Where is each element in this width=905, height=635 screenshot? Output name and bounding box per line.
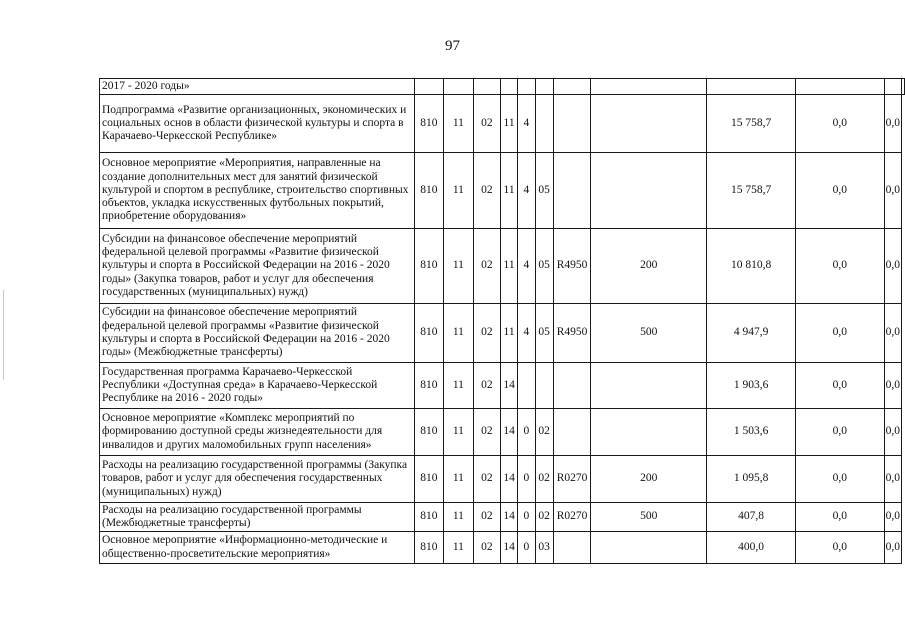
subprogram-code-cell: 4 [518,153,536,229]
budget-table [99,78,905,564]
table-cell [902,79,905,95]
subsection-code-cell: 02 [473,532,501,564]
sum-2018-cell: 4 947,9 [707,304,796,363]
ministry-code-cell: 810 [414,409,444,456]
sum-2020-cell [884,79,901,95]
measure-code-cell: 02 [535,409,553,456]
row-name-cell: Основное мероприятие «Мероприятия, направленные на создание дополнительных мест для занятий физической культурой и спортом в республике, строительство спортивных объектов, укладка искусственных футбольных покрытий, приобретение оборудования» [100,153,415,229]
subprogram-code-cell: 0 [518,409,536,456]
sum-2019-cell: 0,0 [796,153,885,229]
measure-code-cell: 02 [535,456,553,503]
direction-code-cell [553,79,591,95]
program-code-cell: 14 [501,363,518,409]
table-row [100,409,905,456]
measure-code-cell: 05 [535,153,553,229]
subsection-code-cell: 02 [473,363,501,409]
direction-code-cell [553,532,591,564]
table-row [100,95,905,153]
sum-2019-cell: 0,0 [796,229,885,304]
subprogram-code-cell: 0 [518,456,536,503]
program-code-cell: 11 [501,153,518,229]
program-code-cell: 14 [501,409,518,456]
measure-code-cell: 02 [535,503,553,532]
row-name-cell: Субсидии на финансовое обеспечение мероприятий федеральной целевой программы «Развитие физической культуры и спорта в Российской Федерации на 2016 - 2020 годы» (Закупка товаров, работ и услуг для обеспечения государственных (муниципальных) нужд) [100,229,415,304]
sum-2020-cell: 0,0 [884,456,901,503]
expense-type-cell: 500 [591,304,707,363]
expense-type-cell [591,532,707,564]
sum-2018-cell: 407,8 [707,503,796,532]
subprogram-code-cell: 4 [518,95,536,153]
section-code-cell: 11 [444,532,473,564]
sum-2019-cell: 0,0 [796,503,885,532]
subsection-code-cell: 02 [473,503,501,532]
row-name-cell: Подпрограмма «Развитие организационных, экономических и социальных основ в области физической культуры и спорта в Карачаево-Черкесской Республике» [100,95,415,153]
ministry-code-cell: 810 [414,532,444,564]
sum-2019-cell: 0,0 [796,363,885,409]
sum-2018-cell [707,79,796,95]
sum-2018-cell: 1 903,6 [707,363,796,409]
program-code-cell: 11 [501,95,518,153]
program-code-cell [501,79,518,95]
program-code-cell: 14 [501,532,518,564]
direction-code-cell: R0270 [553,456,591,503]
ministry-code-cell: 810 [414,456,444,503]
row-name-cell: Расходы на реализацию государственной программы (Межбюджетные трансферты) [100,503,415,532]
ministry-code-cell: 810 [414,95,444,153]
sum-2019-cell: 0,0 [796,409,885,456]
subprogram-code-cell [518,79,536,95]
direction-code-cell: R4950 [553,304,591,363]
measure-code-cell [535,79,553,95]
table-row [100,363,905,409]
expense-type-cell [591,153,707,229]
measure-code-cell: 03 [535,532,553,564]
subprogram-code-cell: 0 [518,503,536,532]
section-code-cell [444,79,473,95]
sum-2019-cell: 0,0 [796,95,885,153]
row-name-cell: 2017 - 2020 годы» [100,79,415,95]
sum-2018-cell: 1 095,8 [707,456,796,503]
table-row [100,153,905,229]
expense-type-cell [591,95,707,153]
subprogram-code-cell: 4 [518,229,536,304]
sum-2020-cell: 0,0 [884,229,901,304]
row-name-cell: Расходы на реализацию государственной программы (Закупка товаров, работ и услуг для обеспечения государственных (муниципальных) нужд) [100,456,415,503]
measure-code-cell: 05 [535,304,553,363]
measure-code-cell [535,95,553,153]
page-number: 97 [445,38,460,54]
ministry-code-cell: 810 [414,153,444,229]
ministry-code-cell: 810 [414,503,444,532]
program-code-cell: 14 [501,503,518,532]
sum-2019-cell: 0,0 [796,456,885,503]
expense-type-cell: 200 [591,229,707,304]
section-code-cell: 11 [444,229,473,304]
sum-2020-cell: 0,0 [884,503,901,532]
sum-2019-cell: 0,0 [796,304,885,363]
sum-2020-cell: 0,0 [884,409,901,456]
row-name-cell: Основное мероприятие «Комплекс мероприятий по формированию доступной среды жизнедеятельности для инвалидов и других маломобильных групп населения» [100,409,415,456]
subsection-code-cell: 02 [473,409,501,456]
table-row [100,304,905,363]
section-code-cell: 11 [444,304,473,363]
sum-2020-cell: 0,0 [884,153,901,229]
subsection-code-cell: 02 [473,229,501,304]
subsection-code-cell: 02 [473,304,501,363]
direction-code-cell [553,153,591,229]
sum-2018-cell: 1 503,6 [707,409,796,456]
section-code-cell: 11 [444,456,473,503]
direction-code-cell [553,95,591,153]
expense-type-cell: 500 [591,503,707,532]
sum-2018-cell: 15 758,7 [707,95,796,153]
direction-code-cell [553,363,591,409]
table-body [100,79,905,564]
sum-2020-cell: 0,0 [884,532,901,564]
sum-2019-cell: 0,0 [796,532,885,564]
subprogram-code-cell [518,363,536,409]
direction-code-cell [553,409,591,456]
scan-edge-mark [3,290,4,380]
measure-code-cell: 05 [535,229,553,304]
subsection-code-cell: 02 [473,456,501,503]
sum-2019-cell [796,79,885,95]
table-row [100,456,905,503]
sum-2020-cell: 0,0 [884,304,901,363]
table-row [100,503,905,532]
table-row [100,229,905,304]
subsection-code-cell [473,79,501,95]
ministry-code-cell: 810 [414,304,444,363]
expense-type-cell [591,363,707,409]
subsection-code-cell: 02 [473,95,501,153]
sum-2020-cell: 0,0 [884,363,901,409]
section-code-cell: 11 [444,95,473,153]
subprogram-code-cell: 4 [518,304,536,363]
expense-type-cell: 200 [591,456,707,503]
ministry-code-cell: 810 [414,229,444,304]
section-code-cell: 11 [444,409,473,456]
program-code-cell: 11 [501,229,518,304]
expense-type-cell [591,79,707,95]
section-code-cell: 11 [444,363,473,409]
sum-2018-cell: 400,0 [707,532,796,564]
table-row [100,79,905,95]
section-code-cell: 11 [444,503,473,532]
sum-2020-cell: 0,0 [884,95,901,153]
expense-type-cell [591,409,707,456]
subsection-code-cell: 02 [473,153,501,229]
sum-2018-cell: 10 810,8 [707,229,796,304]
table-row [100,532,905,564]
sum-2018-cell: 15 758,7 [707,153,796,229]
section-code-cell: 11 [444,153,473,229]
program-code-cell: 14 [501,456,518,503]
direction-code-cell: R4950 [553,229,591,304]
row-name-cell: Субсидии на финансовое обеспечение мероприятий федеральной целевой программы «Развитие физической культуры и спорта в Российской Федерации на 2016 - 2020 годы» (Межбюджетные трансферты) [100,304,415,363]
program-code-cell: 11 [501,304,518,363]
subprogram-code-cell: 0 [518,532,536,564]
ministry-code-cell [414,79,444,95]
row-name-cell: Государственная программа Карачаево-Черкесской Республики «Доступная среда» в Карачаево-Черкесской Республике на 2016 - 2020 годы» [100,363,415,409]
measure-code-cell [535,363,553,409]
ministry-code-cell: 810 [414,363,444,409]
row-name-cell: Основное мероприятие «Информационно-методические и общественно-просветительские мероприятия» [100,532,415,564]
direction-code-cell: R0270 [553,503,591,532]
